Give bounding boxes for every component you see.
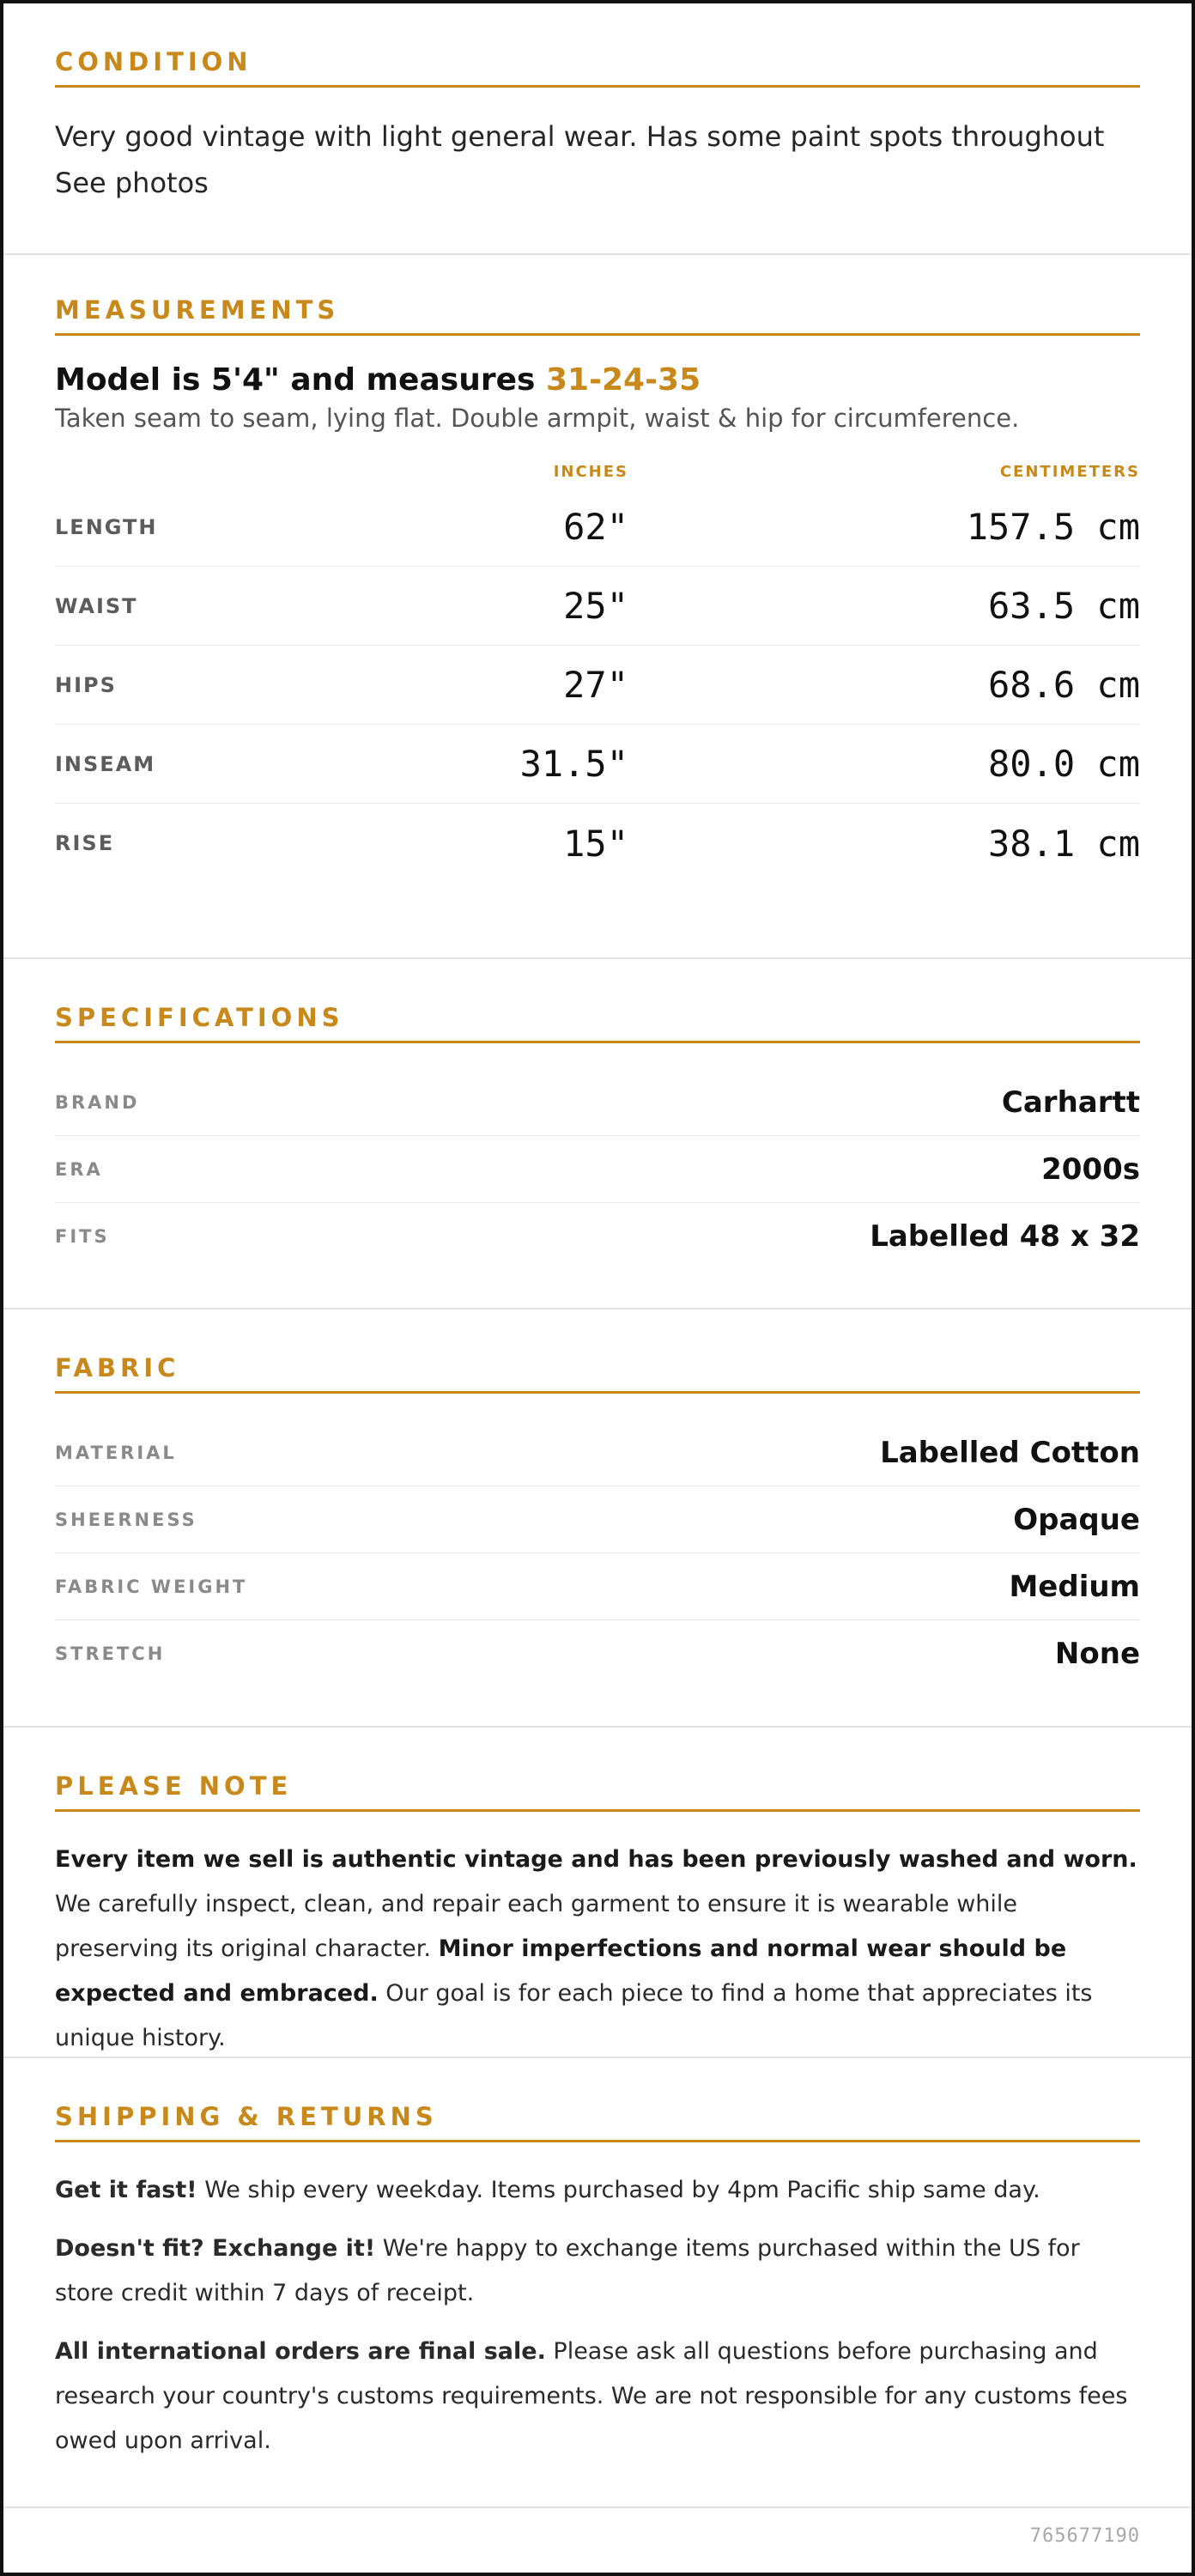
fabric-key: MATERIAL <box>55 1442 177 1463</box>
please-note-paragraph <box>55 1838 1140 2061</box>
measurements-header-row <box>55 463 1140 481</box>
shipping-fast-bold: Get it fast! <box>55 2177 197 2203</box>
fabric-value: Medium <box>1009 1569 1140 1604</box>
fabric-heading: FABRIC <box>55 1356 1140 1394</box>
measurements-header-spacer <box>55 463 312 481</box>
measurements-section <box>3 255 1192 959</box>
model-measurements-line <box>55 361 1140 399</box>
inches-column-header: INCHES <box>553 463 628 481</box>
condition-section <box>3 3 1192 255</box>
measurement-centimeters: 63.5 cm <box>987 585 1140 627</box>
spec-key: FITS <box>55 1226 110 1247</box>
measurement-row-length <box>55 488 1140 567</box>
shipping-fast-paragraph <box>55 2168 1140 2213</box>
measurement-label: RISE <box>55 831 115 855</box>
note-bold-imperfections: Minor imperfections and normal wear should be expected and embraced. <box>55 1935 1067 2007</box>
exchange-paragraph <box>55 2227 1140 2316</box>
centimeters-column-header: CENTIMETERS <box>999 463 1140 481</box>
measurement-centimeters: 68.6 cm <box>987 664 1140 706</box>
fabric-value: Labelled Cotton <box>880 1435 1140 1470</box>
exchange-text: We're happy to exchange items purchased within the US for store credit within 7 days of receipt. <box>55 2235 1080 2306</box>
measurement-centimeters: 38.1 cm <box>987 822 1140 865</box>
fabric-key: STRETCH <box>55 1643 166 1664</box>
fabric-value: Opaque <box>1013 1502 1140 1537</box>
spec-value: Carhartt <box>1001 1084 1140 1120</box>
condition-description: Very good vintage with light general wear. Has some paint spots throughout See photos <box>55 120 1105 199</box>
measurement-row-rise <box>55 804 1140 883</box>
model-measures-value: 31-24-35 <box>545 362 701 398</box>
please-note-heading: PLEASE NOTE <box>55 1774 1140 1812</box>
note-bold-authentic: Every item we sell is authentic vintage and has been previously washed and worn. <box>55 1846 1137 1873</box>
measurement-inches: 31.5" <box>519 743 628 785</box>
measurement-label: LENGTH <box>55 514 158 539</box>
measurement-centimeters: 157.5 cm <box>966 506 1140 548</box>
measurement-centimeters: 80.0 cm <box>987 743 1140 785</box>
measurement-inches: 27" <box>563 664 628 706</box>
fabric-key: SHEERNESS <box>55 1509 197 1530</box>
measurement-row-hips <box>55 646 1140 725</box>
shipping-returns-heading: SHIPPING & RETURNS <box>55 2105 1140 2142</box>
spec-row-fits <box>55 1203 1140 1270</box>
measurement-label: HIPS <box>55 672 117 697</box>
fabric-row-sheerness <box>55 1486 1140 1553</box>
exchange-bold: Doesn't fit? Exchange it! <box>55 2235 376 2262</box>
spec-row-brand <box>55 1069 1140 1136</box>
fabric-row-stretch <box>55 1620 1140 1687</box>
shipping-fast-text: We ship every weekday. Items purchased by 4pm Pacific ship same day. <box>197 2177 1040 2203</box>
fabric-row-weight <box>55 1553 1140 1620</box>
measurement-label: WAIST <box>55 593 138 618</box>
shipping-returns-section <box>3 2058 1192 2508</box>
measurement-row-waist <box>55 567 1140 646</box>
specifications-heading: SPECIFICATIONS <box>55 1005 1140 1043</box>
measurement-inches: 25" <box>563 585 628 627</box>
condition-heading: CONDITION <box>55 50 1140 88</box>
spec-value: Labelled 48 x 32 <box>870 1219 1140 1254</box>
specifications-section <box>3 959 1192 1309</box>
note-text-goal: Our goal is for each piece to find a home that appreciates its unique history. <box>55 1980 1093 2051</box>
spec-row-era <box>55 1136 1140 1203</box>
international-bold: All international orders are final sale. <box>55 2338 546 2365</box>
measurement-inches: 62" <box>563 506 628 548</box>
fabric-row-material <box>55 1419 1140 1486</box>
please-note-section <box>3 1728 1192 2058</box>
measurements-subtitle: Taken seam to seam, lying flat. Double armpit, waist & hip for circumference. <box>55 404 1020 433</box>
spec-value: 2000s <box>1041 1151 1140 1187</box>
measurement-inches: 15" <box>563 822 628 865</box>
international-text: Please ask all questions before purchasing and research your country's customs requirements. We are not responsible for any customs fees owed upon arrival. <box>55 2338 1128 2454</box>
measurements-heading: MEASUREMENTS <box>55 298 1140 336</box>
measurement-row-inseam <box>55 725 1140 804</box>
spec-key: BRAND <box>55 1091 140 1113</box>
product-id: 765677190 <box>1029 2525 1140 2547</box>
fabric-key: FABRIC WEIGHT <box>55 1576 248 1597</box>
measurement-label: INSEAM <box>55 751 156 776</box>
fabric-section <box>3 1309 1192 1728</box>
note-text-inspect: We carefully inspect, clean, and repair each garment to ensure it is wearable while preserving its original character. <box>55 1891 1018 1962</box>
spec-key: ERA <box>55 1158 103 1180</box>
fabric-value: None <box>1054 1637 1140 1671</box>
model-prefix: Model is 5'4" and measures <box>55 362 546 398</box>
international-paragraph <box>55 2330 1140 2464</box>
